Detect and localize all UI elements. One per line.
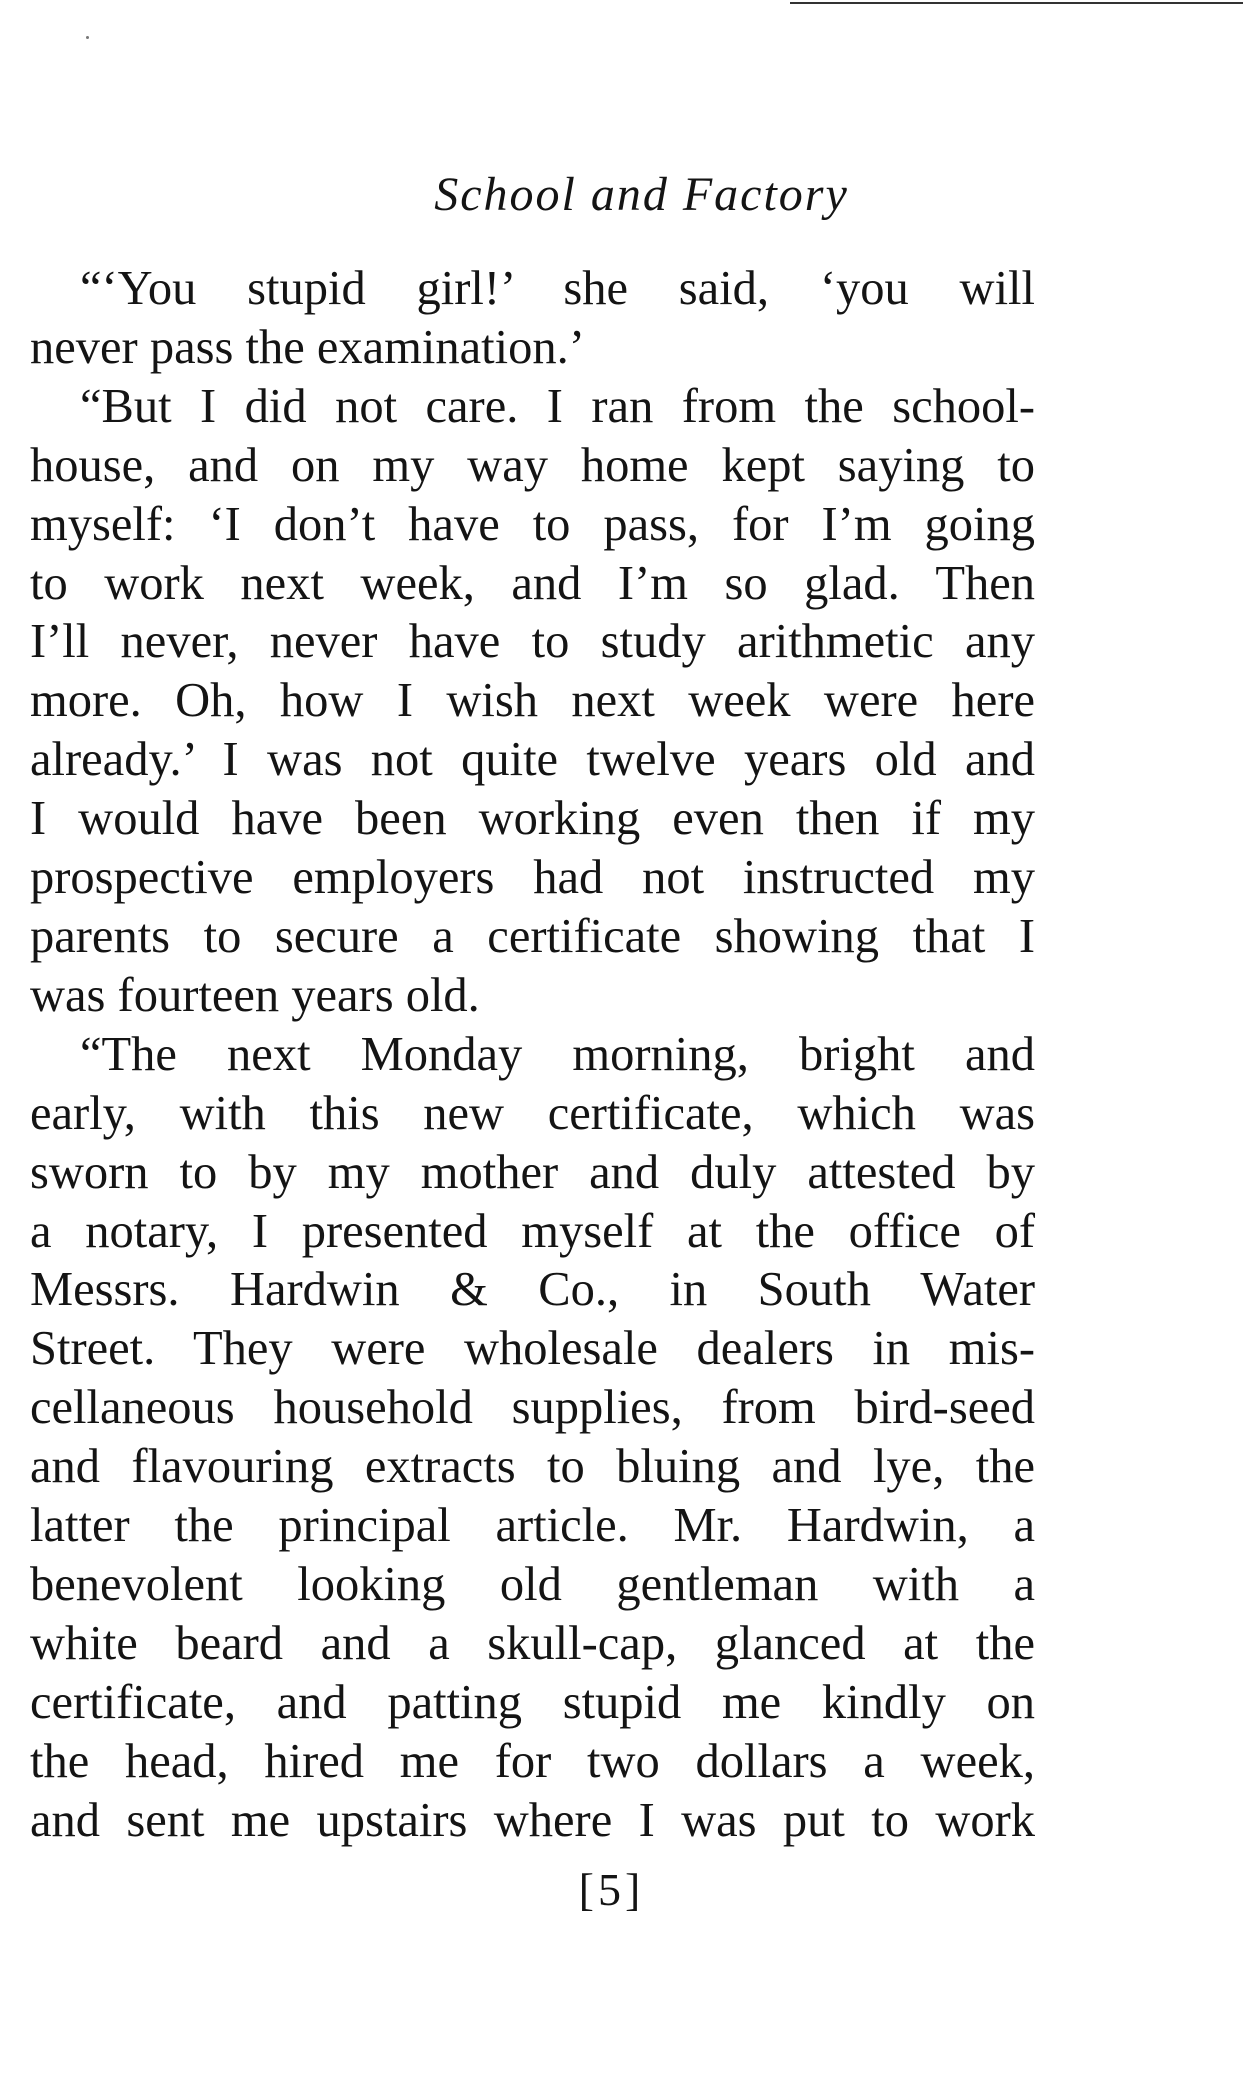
top-edge-rule — [790, 2, 1243, 4]
text-line: Street. They were wholesale dealers in mis- — [30, 1322, 1035, 1376]
text-line: more. Oh, how I wish next week were here — [30, 674, 1035, 728]
text-line: myself: ‘I don’t have to pass, for I’m going — [30, 497, 1035, 551]
text-line: and flavouring extracts to bluing and lye, the — [30, 1440, 1035, 1494]
text-line: house, and on my way home kept saying to — [30, 438, 1035, 492]
text-line: early, with this new certificate, which was — [30, 1086, 1035, 1140]
text-line: to work next week, and I’m so glad. Then — [30, 556, 1035, 610]
text-line: parents to secure a certificate showing that I — [30, 909, 1035, 963]
text-line: “The next Monday morning, bright and — [80, 1027, 1035, 1081]
text-line: already.’ I was not quite twelve years old and — [30, 733, 1035, 787]
text-line: Messrs. Hardwin & Co., in South Water — [30, 1263, 1035, 1317]
text-line: and sent me upstairs where I was put to work — [30, 1793, 1035, 1847]
text-line: cellaneous household supplies, from bird-seed — [30, 1381, 1035, 1435]
text-line: the head, hired me for two dollars a week, — [30, 1734, 1035, 1788]
text-line: latter the principal article. Mr. Hardwin, a — [30, 1499, 1035, 1553]
body-text — [30, 260, 1035, 1850]
text-line: I would have been working even then if my — [30, 792, 1035, 846]
page-number: [5] — [578, 1864, 645, 1915]
text-line: sworn to by my mother and duly attested by — [30, 1145, 1035, 1199]
running-head: School and Factory — [434, 168, 849, 221]
text-line: certificate, and patting stupid me kindly on — [30, 1675, 1035, 1729]
text-line: a notary, I presented myself at the office of — [30, 1204, 1035, 1258]
text-line: benevolent looking old gentleman with a — [30, 1557, 1035, 1611]
text-line: “But I did not care. I ran from the school- — [80, 379, 1035, 433]
text-line: white beard and a skull-cap, glanced at the — [30, 1616, 1035, 1670]
paper-speck — [86, 36, 89, 39]
text-line: “‘You stupid girl!’ she said, ‘you will — [80, 262, 1035, 315]
text-line: I’ll never, never have to study arithmetic any — [30, 615, 1035, 669]
text-line: prospective employers had not instructed my — [30, 851, 1035, 905]
text-line: was fourteen years old. — [30, 968, 480, 1022]
text-line: never pass the examination.’ — [30, 320, 585, 374]
